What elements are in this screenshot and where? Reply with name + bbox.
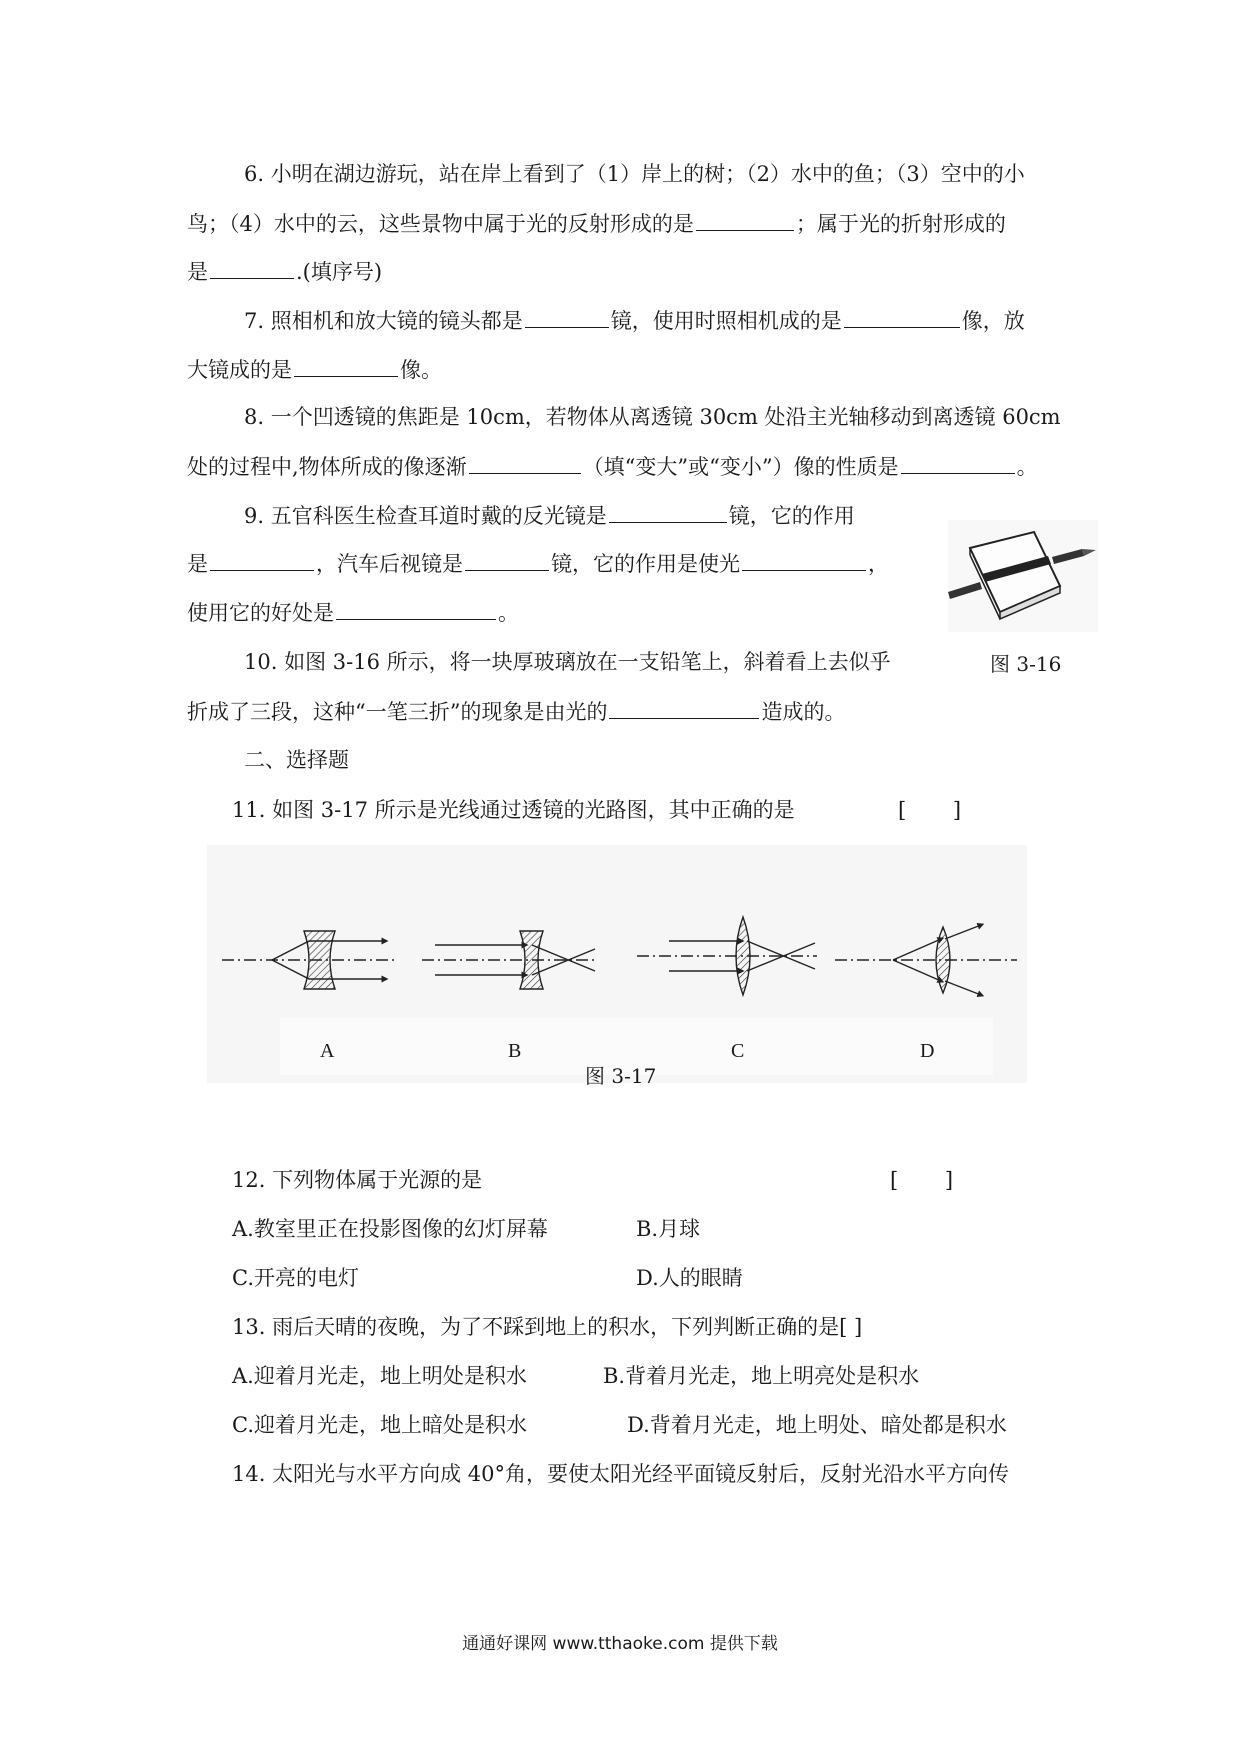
q9-line3: 使用它的好处是 。 — [187, 597, 519, 628]
q9-blank-function[interactable] — [210, 548, 314, 571]
figure-3-17-label-c: C — [731, 1040, 745, 1062]
q9-line1: 9. 五官科医生检查耳道时戴的反光镜是 镜，它的作用 — [244, 500, 855, 531]
figure-3-17-lens-diagrams — [207, 845, 1027, 1025]
diagram-d — [835, 925, 1017, 995]
q6-blank-reflection[interactable] — [696, 208, 794, 231]
diagram-a — [222, 931, 395, 989]
section-choice-heading: 二、选择题 — [244, 748, 349, 772]
q8-blank-nature[interactable] — [901, 451, 1015, 474]
figure-3-16-glass-pencil — [948, 520, 1098, 632]
figure-3-17-label-a: A — [320, 1040, 335, 1062]
diagram-c — [637, 917, 817, 995]
q7-line2: 大镜成的是 像。 — [187, 354, 442, 385]
figure-3-16-caption: 图 3-16 — [990, 652, 1062, 676]
q10-line2: 折成了三段，这种“一笔三折”的现象是由光的 造成的。 — [187, 696, 845, 727]
q12-option-a[interactable]: A.教室里正在投影图像的幻灯屏幕 — [232, 1217, 548, 1241]
figure-3-17-label-b: B — [508, 1040, 522, 1062]
q7-line1: 7. 照相机和放大镜的镜头都是 镜，使用时照相机成的是 像，放 — [244, 305, 1025, 336]
q6-line1: 6. 小明在湖边游玩，站在岸上看到了（1）岸上的树；（2）水中的鱼；（3）空中的小 — [244, 162, 1025, 186]
q9-blank-benefit[interactable] — [336, 597, 496, 620]
q6-line3: 是 .(填序号) — [187, 256, 382, 287]
q12-text: 12. 下列物体属于光源的是 — [232, 1168, 483, 1192]
q8-blank-size[interactable] — [469, 451, 581, 474]
q12-option-c[interactable]: C.开亮的电灯 — [232, 1266, 359, 1290]
q6-line2: 鸟；（4）水中的云，这些景物中属于光的反射形成的是 ；属于光的折射形成的 — [187, 208, 1006, 239]
q9-blank-mirror-type[interactable] — [609, 500, 727, 523]
q7-blank-camera-image[interactable] — [844, 305, 960, 328]
q12-answer-bracket[interactable]: [ ] — [890, 1168, 954, 1192]
q13-option-b[interactable]: B.背着月光走，地上明亮处是积水 — [603, 1364, 920, 1388]
q8-line1: 8. 一个凹透镜的焦距是 10cm，若物体从离透镜 30cm 处沿主光轴移动到离透镜 60cm — [244, 405, 1061, 429]
q7-blank-magnifier-image[interactable] — [294, 354, 398, 377]
q7-blank-lens[interactable] — [525, 305, 609, 328]
q11-answer-bracket[interactable]: [ ] — [898, 798, 962, 822]
q12-option-d[interactable]: D.人的眼睛 — [636, 1266, 743, 1290]
q13-option-a[interactable]: A.迎着月光走，地上明处是积水 — [232, 1364, 527, 1388]
q10-line1: 10. 如图 3-16 所示，将一块厚玻璃放在一支铅笔上，斜着看上去似乎 — [244, 650, 891, 674]
q6-blank-refraction[interactable] — [210, 256, 294, 279]
q14-text: 14. 太阳光与水平方向成 40°角，要使太阳光经平面镜反射后，反射光沿水平方向传 — [232, 1462, 1009, 1486]
page-footer: 通通好课网 www.tthaoke.com 提供下载 — [462, 1634, 778, 1654]
q10-blank-phenomenon[interactable] — [609, 696, 759, 719]
q13-option-d[interactable]: D.背着月光走，地上明处、暗处都是积水 — [627, 1413, 1007, 1437]
q12-option-b[interactable]: B.月球 — [636, 1217, 701, 1241]
q11-text: 11. 如图 3-17 所示是光线通过透镜的光路图，其中正确的是 — [232, 798, 795, 822]
figure-3-17-caption: 图 3-17 — [585, 1064, 657, 1088]
figure-3-17-label-d: D — [920, 1040, 935, 1062]
diagram-b — [422, 931, 597, 989]
q9-blank-light-effect[interactable] — [742, 548, 866, 571]
q13-option-c[interactable]: C.迎着月光走，地上暗处是积水 — [232, 1413, 527, 1437]
q9-blank-rearview-type[interactable] — [465, 548, 549, 571]
q9-line2: 是 ，汽车后视镜是 镜，它的作用是使光 ， — [187, 548, 889, 579]
q13-text: 13. 雨后天晴的夜晚，为了不踩到地上的积水，下列判断正确的是[ ] — [232, 1315, 863, 1339]
q8-line2: 处的过程中,物体所成的像逐渐 （填“变大”或“变小”）像的性质是 。 — [187, 451, 1038, 482]
